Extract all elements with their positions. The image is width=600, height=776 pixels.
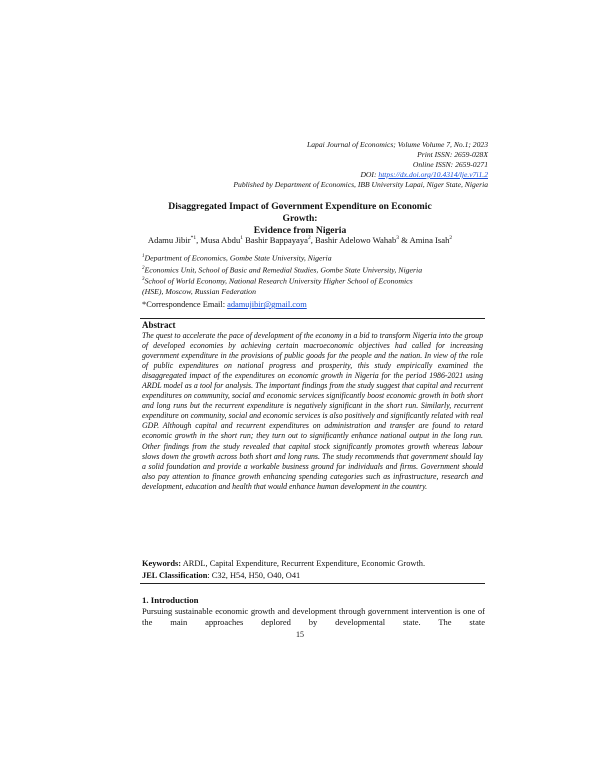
author-separator: & [399, 234, 410, 245]
keywords-label: Keywords: [142, 559, 182, 568]
affiliation-2 [142, 264, 482, 276]
online-issn: Online ISSN: 2659-0271 [412, 160, 488, 169]
journal-citation: Lapai Journal of Economics; Volume Volume 7, No.1; 2023 [307, 140, 488, 149]
author-name: Amina Isah [409, 234, 450, 245]
affiliations [142, 252, 482, 297]
page-number: 15 [296, 630, 304, 639]
author-name: Bashir Bappayaya [245, 234, 308, 245]
author-affiliation-marker: 2 [449, 235, 453, 241]
title-line-1: Disaggregated Impact of Government Expenditure on Economic Growth: [168, 201, 432, 224]
affiliation-text: Department of Economics, Gombe State University, Nigeria [144, 253, 332, 263]
title-line-2: Evidence from Nigeria [253, 225, 347, 236]
author-list [120, 233, 480, 246]
affiliation-3 [142, 275, 482, 287]
author-affiliation-marker: 2 [307, 235, 311, 241]
author-name: Musa Abdu [200, 234, 241, 245]
keywords-line [142, 558, 425, 569]
paper-title [150, 201, 450, 237]
affiliation-marker: 1 [142, 254, 145, 259]
abstract-body: The quest to accelerate the pace of development of the economy in a bid to transform Nigeria into the group of developed economies by achieving certain macroeconomic objectives had called for increasing government expenditure in the provisions of public goods for the people and the nation. In view of the role of public expenditures on national progress and prosperity, this study empirically examined the disaggregated impact of the expenditures on economic growth in Nigeria for the period 1986-2021 using ARDL model as a tool for analysis. The important findings from the study suggest that capital and recurrent expenditures on community, social and economic services significantly boost economic growth in both short and long runs but the recurrent expenditure is negatively significant in the short run. Similarly, recurrent expenditure on community, social and economic services is also positively and significantly related with real GDP. Although capital and recurrent expenditures on administration and transfer are found to retard economic growth in the short run; they turn out to significantly enhance national output in the long run. Other findings from the study revealed that capital stock significantly promotes growth whereas labour slows down the growth across both short and long runs. The study recommends that government should lay a solid foundation and provide a workable business ground for individuals and firms. Government should also pay attention to finance growth enhancing spending categories such as infrastructure, research and development, education and health that would enhance human development in the country. [142, 331, 483, 491]
doi-line [233, 170, 488, 180]
affiliation-text: Economics Unit, School of Basic and Remedial Studies, Gombe State University, Nigeria [144, 265, 423, 275]
affiliation-marker: 3 [142, 277, 145, 283]
author-name: Adamu Jibir [147, 234, 191, 245]
journal-header [233, 140, 488, 190]
correspondence-email-link[interactable]: adamujibir@gmail.com [227, 300, 307, 309]
author-separator: , [310, 234, 315, 245]
author-separator: , [196, 234, 201, 245]
publisher-line: Published by Department of Economics, IBB University Lapai, Niger State, Nigeria [233, 180, 488, 189]
abstract-heading: Abstract [142, 320, 176, 330]
section-heading-introduction: 1. Introduction [142, 595, 199, 605]
keywords-text: ARDL, Capital Expenditure, Recurrent Expenditure, Economic Growth. [181, 559, 426, 568]
author-affiliation-marker: 3 [396, 235, 399, 241]
author-name: Bashir Adelowo Wahab [314, 234, 397, 245]
introduction-paragraph: Pursuing sustainable economic growth and development through government intervention is one of the main approaches deplored by developmental state. The state [142, 606, 485, 627]
doi-link[interactable]: https://dx.doi.org/10.4314/lje.v7i1.2 [378, 170, 488, 179]
jel-codes: : C32, H54, H50, O40, O41 [207, 571, 301, 580]
affiliation-marker: 2 [142, 265, 145, 271]
doi-label: DOI: [360, 170, 379, 179]
abstract-section [140, 318, 485, 584]
author-affiliation-marker: *1 [190, 235, 197, 241]
jel-label: JEL Classification [142, 571, 208, 580]
correspondence [142, 299, 307, 310]
correspondence-label: *Correspondence Email: [142, 300, 228, 309]
affiliation-3-continued: (HSE), Moscow, Russian Federation [142, 286, 256, 296]
jel-classification-line [142, 570, 300, 581]
print-issn: Print ISSN: 2659-028X [417, 150, 488, 159]
author-affiliation-marker: 1 [240, 235, 244, 241]
affiliation-1 [142, 252, 482, 264]
affiliation-text: School of World Economy, National Research University Higher School of Economics [144, 276, 413, 286]
